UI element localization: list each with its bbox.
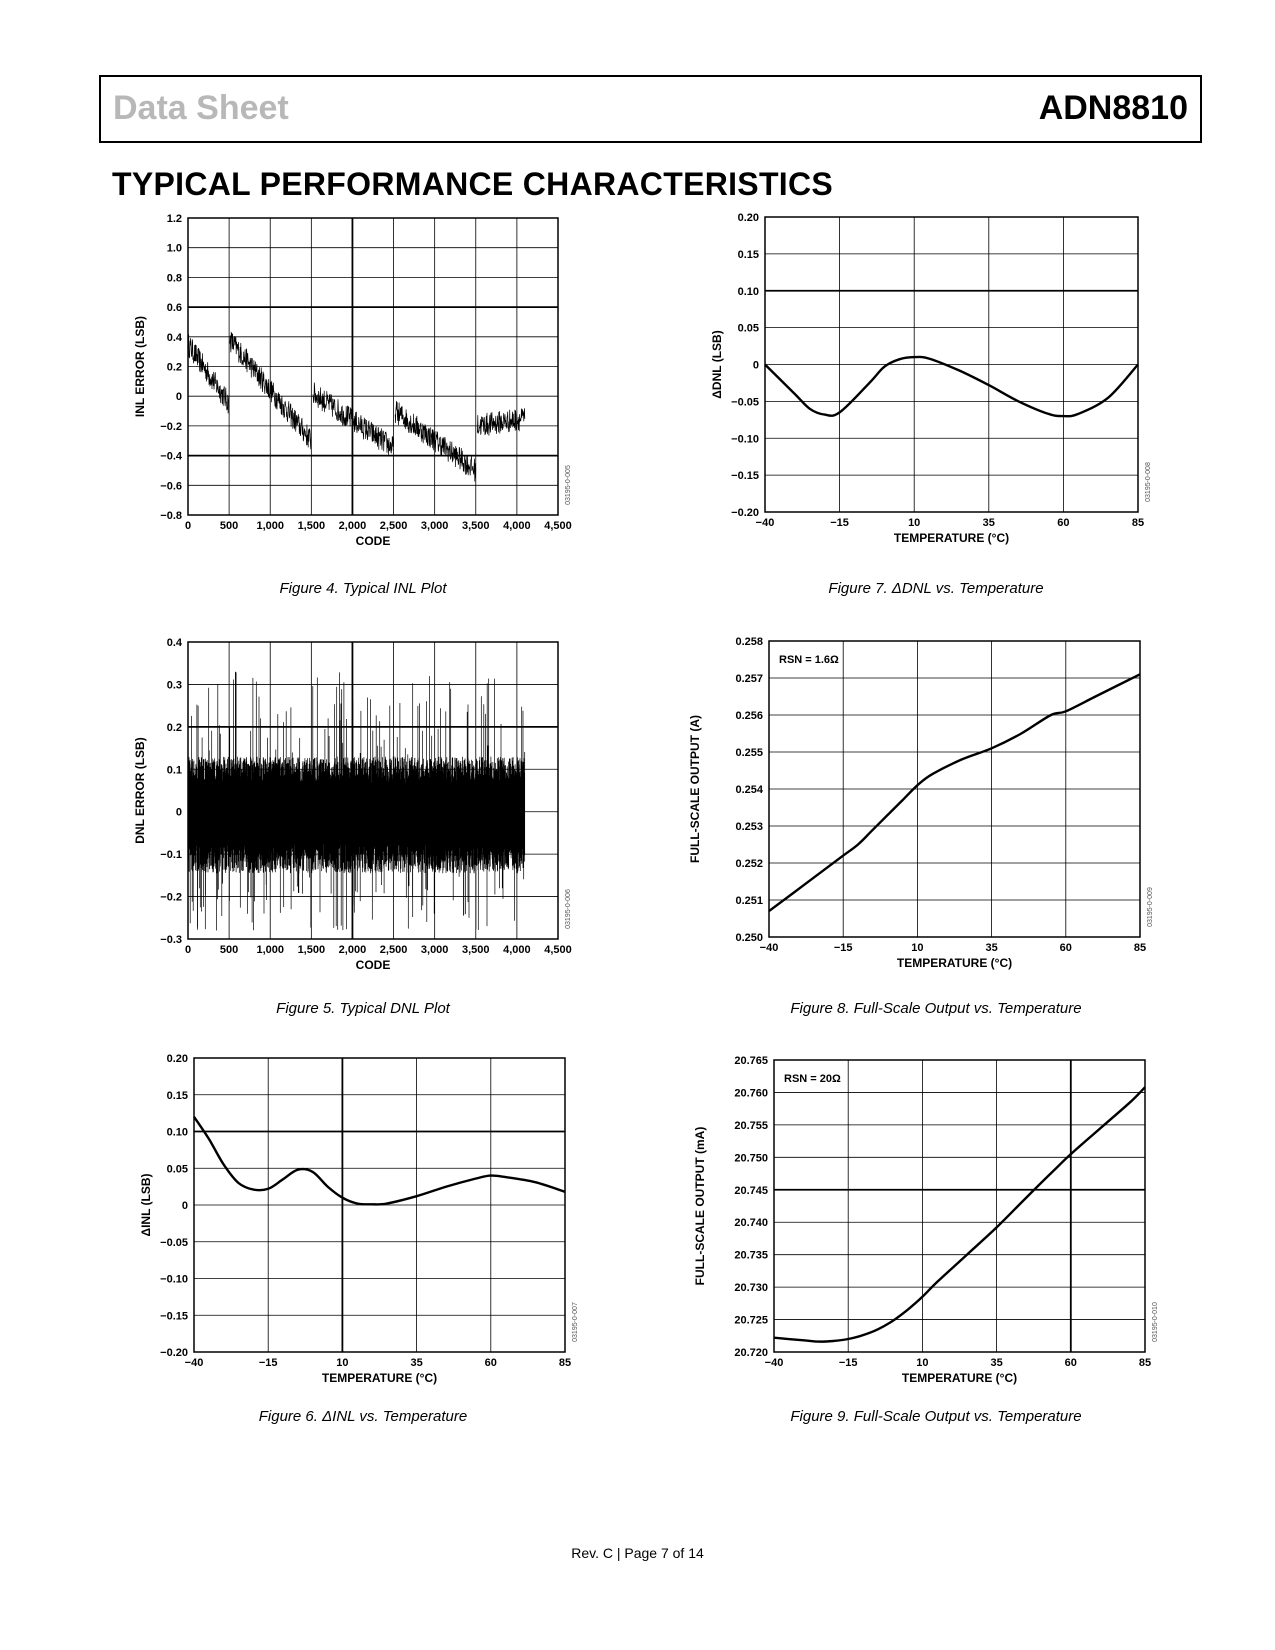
x-tick-label: 4,500 bbox=[544, 520, 572, 532]
y-tick-label: 0.8 bbox=[166, 272, 182, 285]
y-tick-label: 0.6 bbox=[166, 302, 182, 315]
y-tick-label: −0.20 bbox=[731, 507, 759, 519]
x-tick-label: 2,500 bbox=[379, 520, 408, 532]
drawing-code: 03195-0-006 bbox=[565, 889, 572, 929]
y-tick-label: −0.05 bbox=[160, 1236, 188, 1249]
y-tick-label: 0.10 bbox=[166, 1126, 188, 1139]
x-tick-label: 35 bbox=[982, 517, 995, 529]
y-tick-label: −0.15 bbox=[731, 470, 759, 483]
y-tick-label: 0.256 bbox=[735, 710, 763, 722]
x-tick-label: 85 bbox=[1138, 1357, 1152, 1369]
caption-figure-8: Figure 8. Full-Scale Output vs. Temperature bbox=[790, 1000, 1082, 1017]
x-tick-label: −40 bbox=[184, 1357, 204, 1369]
y-tick-label: 20.760 bbox=[734, 1087, 768, 1100]
drawing-code: 03195-0-005 bbox=[565, 465, 572, 505]
x-tick-label: 35 bbox=[410, 1357, 423, 1369]
y-tick-label: −0.20 bbox=[160, 1347, 188, 1359]
x-tick-label: 2,000 bbox=[338, 944, 367, 956]
x-tick-label: 1,000 bbox=[256, 520, 284, 532]
caption-figure-5: Figure 5. Typical DNL Plot bbox=[276, 1000, 450, 1017]
x-tick-label: −15 bbox=[258, 1357, 278, 1369]
y-tick-label: 20.730 bbox=[734, 1282, 768, 1295]
x-tick-label: −15 bbox=[830, 517, 849, 529]
x-tick-label: 35 bbox=[990, 1357, 1003, 1369]
section-title: TYPICAL PERFORMANCE CHARACTERISTICS bbox=[112, 166, 834, 202]
y-tick-label: 0.258 bbox=[735, 636, 763, 648]
x-tick-label: 60 bbox=[1059, 942, 1072, 954]
y-axis-label: ΔDNL (LSB) bbox=[710, 330, 724, 399]
y-tick-label: 0.10 bbox=[737, 285, 759, 298]
y-tick-label: −0.2 bbox=[160, 891, 182, 904]
y-tick-label: 20.740 bbox=[734, 1217, 768, 1230]
x-tick-label: 3,500 bbox=[462, 520, 490, 532]
y-axis-label: DNL ERROR (LSB) bbox=[133, 737, 147, 844]
x-tick-label: 10 bbox=[911, 942, 924, 954]
y-tick-label: 1.0 bbox=[166, 242, 182, 255]
x-tick-label: 3,500 bbox=[462, 944, 490, 956]
y-tick-label: 0 bbox=[181, 1200, 188, 1212]
y-tick-label: 20.725 bbox=[734, 1314, 768, 1327]
x-tick-label: −40 bbox=[764, 1357, 784, 1369]
y-tick-label: 20.735 bbox=[734, 1249, 768, 1262]
y-tick-label: 1.2 bbox=[166, 213, 182, 225]
y-tick-label: 0.254 bbox=[735, 784, 763, 796]
y-tick-label: 0.20 bbox=[166, 1053, 188, 1065]
x-tick-label: 10 bbox=[908, 517, 921, 529]
y-tick-label: 0.252 bbox=[735, 858, 763, 870]
drawing-code: 03195-0-008 bbox=[1145, 462, 1152, 502]
y-axis-label: INL ERROR (LSB) bbox=[133, 315, 147, 418]
annotation-label: RSN = 20Ω bbox=[784, 1073, 841, 1085]
page-footer: Rev. C | Page 7 of 14 bbox=[571, 1545, 704, 1561]
x-tick-label: 4,000 bbox=[503, 520, 531, 532]
y-tick-label: −0.6 bbox=[160, 480, 182, 493]
y-tick-label: 0.250 bbox=[735, 932, 763, 944]
series-line bbox=[774, 1087, 1145, 1341]
y-tick-label: 0.2 bbox=[166, 721, 182, 734]
x-tick-label: 4,000 bbox=[503, 944, 531, 956]
y-tick-label: −0.2 bbox=[160, 420, 182, 433]
caption-figure-6: Figure 6. ΔINL vs. Temperature bbox=[258, 1408, 468, 1425]
x-tick-label: 10 bbox=[336, 1357, 349, 1369]
caption-figure-4: Figure 4. Typical INL Plot bbox=[279, 580, 447, 597]
y-tick-label: 0.4 bbox=[166, 637, 182, 649]
y-tick-label: 0.3 bbox=[166, 679, 182, 692]
drawing-code: 03195-0-010 bbox=[1152, 1302, 1159, 1342]
y-tick-label: 0.253 bbox=[735, 821, 763, 833]
x-tick-label: 4,500 bbox=[544, 944, 572, 956]
x-axis-label: CODE bbox=[355, 958, 391, 972]
y-axis-label: FULL-SCALE OUTPUT (A) bbox=[688, 715, 702, 863]
y-tick-label: −0.10 bbox=[731, 433, 759, 446]
y-tick-label: 20.745 bbox=[734, 1184, 768, 1197]
x-tick-label: 0 bbox=[184, 520, 192, 532]
x-tick-label: 85 bbox=[1133, 942, 1147, 954]
x-axis-label: TEMPERATURE (°C) bbox=[901, 1371, 1018, 1385]
y-tick-label: 0.1 bbox=[166, 764, 182, 777]
x-tick-label: 1,500 bbox=[297, 520, 326, 532]
y-tick-label: 0 bbox=[175, 806, 182, 819]
part-number: ADN8810 bbox=[1038, 89, 1188, 127]
x-tick-label: −15 bbox=[833, 942, 853, 954]
y-tick-label: 0.2 bbox=[166, 361, 182, 374]
x-tick-label: 85 bbox=[1131, 517, 1145, 529]
y-tick-label: 0.20 bbox=[737, 212, 759, 224]
x-tick-label: 60 bbox=[1064, 1357, 1077, 1369]
x-tick-label: 3,000 bbox=[420, 520, 449, 532]
x-tick-label: 3,000 bbox=[420, 944, 449, 956]
x-tick-label: −15 bbox=[838, 1357, 858, 1369]
x-axis-label: TEMPERATURE (°C) bbox=[321, 1371, 438, 1385]
drawing-code: 03195-0-007 bbox=[572, 1302, 579, 1342]
y-tick-label: 0.05 bbox=[737, 322, 759, 335]
drawing-code: 03195-0-009 bbox=[1147, 887, 1154, 927]
annotation-label: RSN = 1.6Ω bbox=[779, 654, 839, 666]
y-tick-label: −0.8 bbox=[160, 510, 182, 522]
y-tick-label: 20.765 bbox=[734, 1055, 768, 1067]
x-tick-label: 1,000 bbox=[256, 944, 284, 956]
x-tick-label: 0 bbox=[184, 944, 192, 956]
y-tick-label: −0.05 bbox=[731, 396, 759, 409]
caption-figure-9: Figure 9. Full-Scale Output vs. Temperature bbox=[790, 1408, 1082, 1425]
y-tick-label: 0.251 bbox=[735, 895, 763, 907]
y-tick-label: 0 bbox=[752, 359, 759, 372]
y-tick-label: 0.15 bbox=[737, 248, 759, 261]
y-tick-label: 0.257 bbox=[735, 673, 763, 685]
x-axis-label: TEMPERATURE (°C) bbox=[893, 531, 1010, 545]
x-tick-label: 60 bbox=[484, 1357, 497, 1369]
x-tick-label: 60 bbox=[1057, 517, 1070, 529]
y-tick-label: 0.4 bbox=[166, 331, 182, 344]
y-tick-label: −0.15 bbox=[160, 1310, 188, 1323]
x-tick-label: 35 bbox=[985, 942, 998, 954]
y-tick-label: −0.10 bbox=[160, 1273, 188, 1286]
plot-frame bbox=[774, 1060, 1145, 1352]
x-axis-label: TEMPERATURE (°C) bbox=[896, 956, 1013, 970]
x-tick-label: 500 bbox=[219, 520, 239, 532]
y-tick-label: 20.755 bbox=[734, 1119, 768, 1132]
x-axis-label: CODE bbox=[355, 534, 391, 548]
y-tick-label: 0.15 bbox=[166, 1089, 188, 1102]
caption-figure-7: Figure 7. ΔDNL vs. Temperature bbox=[828, 580, 1044, 597]
y-tick-label: 20.750 bbox=[734, 1152, 768, 1165]
x-tick-label: 2,000 bbox=[338, 520, 367, 532]
x-tick-label: −40 bbox=[759, 942, 779, 954]
y-tick-label: −0.3 bbox=[160, 934, 182, 946]
y-tick-label: −0.4 bbox=[160, 450, 182, 463]
y-tick-label: 0.05 bbox=[166, 1163, 188, 1176]
y-tick-label: 0 bbox=[175, 391, 182, 404]
doc-type: Data Sheet bbox=[113, 89, 289, 127]
x-tick-label: −40 bbox=[755, 517, 775, 529]
x-tick-label: 10 bbox=[916, 1357, 929, 1369]
x-tick-label: 85 bbox=[558, 1357, 572, 1369]
x-tick-label: 2,500 bbox=[379, 944, 408, 956]
x-tick-label: 1,500 bbox=[297, 944, 326, 956]
y-tick-label: −0.1 bbox=[160, 849, 182, 862]
x-tick-label: 500 bbox=[219, 944, 239, 956]
y-tick-label: 20.720 bbox=[734, 1347, 768, 1359]
y-tick-label: 0.255 bbox=[735, 747, 763, 759]
y-axis-label: FULL-SCALE OUTPUT (mA) bbox=[693, 1126, 707, 1286]
y-axis-label: ΔINL (LSB) bbox=[139, 1173, 153, 1237]
